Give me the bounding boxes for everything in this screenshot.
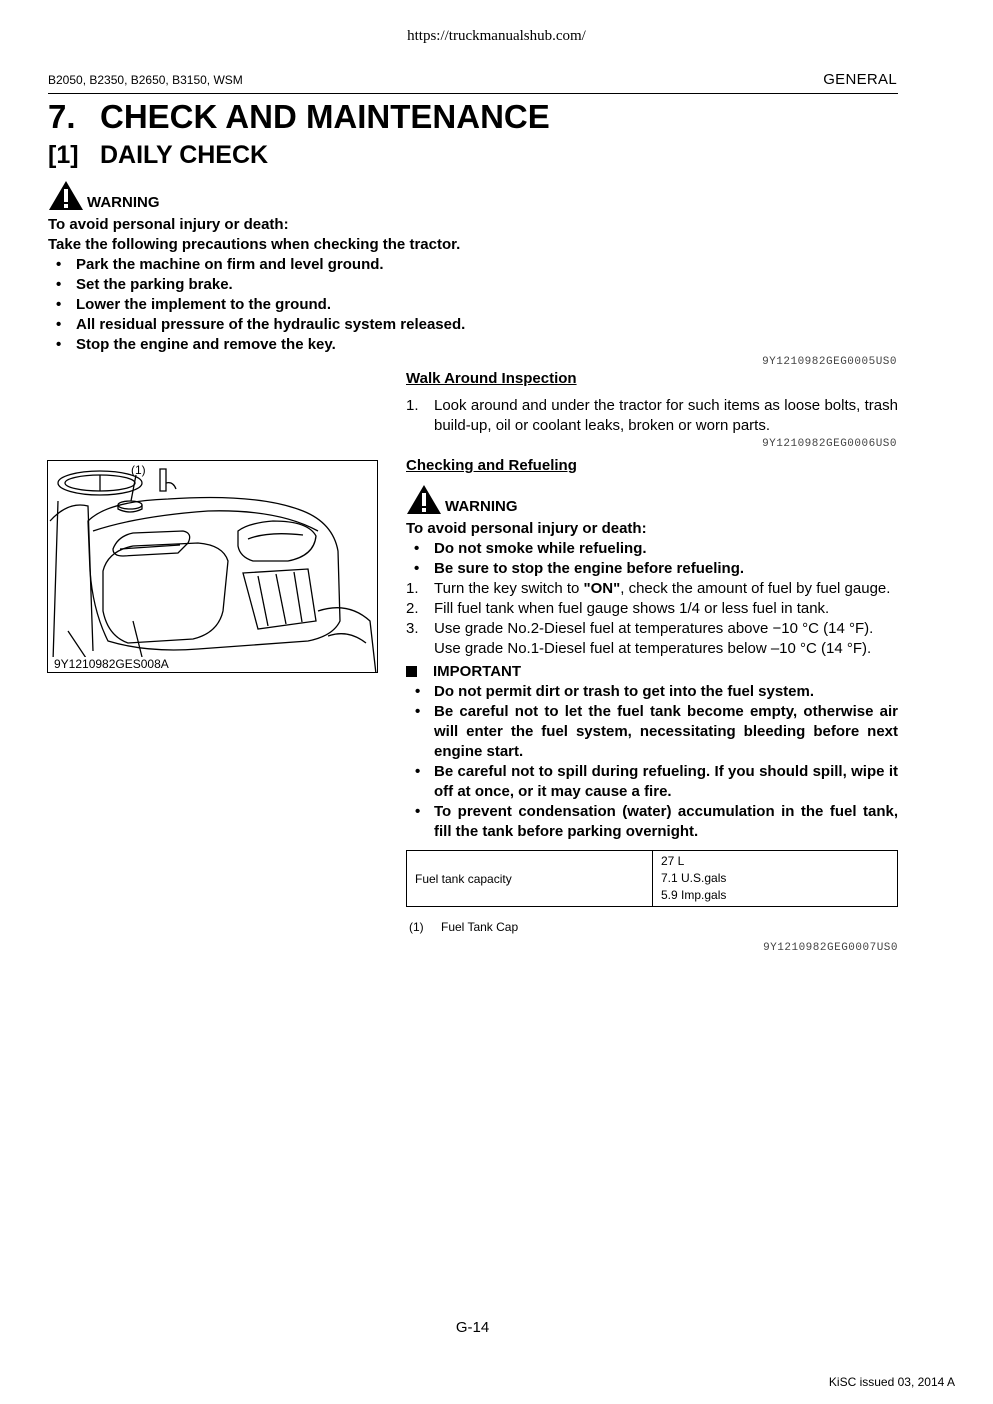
step-text: , check the amount of fuel by fuel gauge. bbox=[620, 580, 891, 597]
page-number: G-14 bbox=[455, 1319, 490, 1336]
document-code: 9Y1210982GEG0006US0 bbox=[762, 438, 897, 450]
chapter-heading bbox=[48, 98, 550, 136]
step-number: 3. bbox=[406, 620, 419, 637]
warning-bullet: • Park the machine on firm and level ground. bbox=[48, 255, 898, 275]
step-item bbox=[406, 599, 898, 619]
warning-bullet: • Lower the implement to the ground. bbox=[48, 295, 898, 315]
step-number: 2. bbox=[406, 600, 419, 617]
square-bullet-icon bbox=[406, 666, 417, 677]
warning-label: WARNING bbox=[445, 498, 518, 515]
document-code: 9Y1210982GEG0007US0 bbox=[763, 942, 898, 954]
header-rule bbox=[48, 93, 898, 94]
capacity-value: 7.1 U.S.gals bbox=[661, 871, 727, 885]
step-text: Fill fuel tank when fuel gauge shows 1/4 or less fuel in tank. bbox=[434, 600, 830, 617]
issue-info: KiSC issued 03, 2014 A bbox=[828, 1375, 955, 1389]
document-code: 9Y1210982GEG0005US0 bbox=[762, 356, 897, 368]
warning-line: Take the following precautions when checking the tractor. bbox=[48, 236, 461, 253]
warning-bullet: • Do not smoke while refueling. bbox=[406, 539, 898, 559]
step-text: Turn the key switch to bbox=[434, 580, 584, 597]
step-item bbox=[406, 619, 898, 659]
caption-text: Fuel Tank Cap bbox=[441, 920, 519, 934]
important-heading bbox=[406, 662, 898, 682]
item-number: 1. bbox=[406, 397, 419, 414]
warning-triangle-icon bbox=[48, 180, 84, 215]
warning-triangle-icon bbox=[406, 484, 442, 519]
figure-code: 9Y1210982GES008A bbox=[54, 657, 169, 671]
subchapter-heading bbox=[48, 141, 268, 170]
important-bullet: • Be careful not to let the fuel tank become empty, otherwise air will enter the fuel system, necessitating bleeding before next engine start. bbox=[406, 702, 898, 762]
chapter-number: 7. bbox=[48, 98, 76, 135]
warning-bullet: • Be sure to stop the engine before refueling. bbox=[406, 559, 898, 579]
step-text: Use grade No.1-Diesel fuel at temperatures below –10 °C (14 °F). bbox=[434, 640, 872, 657]
step-text-bold: "ON" bbox=[583, 580, 621, 597]
fuel-capacity-table bbox=[406, 850, 898, 907]
section-heading: Checking and Refueling bbox=[406, 457, 577, 474]
caption-number: (1) bbox=[409, 920, 424, 934]
item-text: Look around and under the tractor for such items as loose bolts, trash build-up, oil or coolant leaks, broken or worn parts. bbox=[434, 397, 898, 434]
list-item bbox=[406, 396, 898, 436]
important-label: IMPORTANT bbox=[433, 663, 522, 680]
step-number: 1. bbox=[406, 580, 419, 597]
warning-heading bbox=[48, 180, 898, 215]
tractor-hood-illustration bbox=[47, 460, 378, 673]
warning-bullet: • Stop the engine and remove the key. bbox=[48, 335, 898, 355]
walk-around-section bbox=[406, 370, 898, 436]
source-url: https://truckmanualshub.com/ bbox=[407, 28, 586, 44]
figure-caption bbox=[406, 920, 898, 934]
chapter-title: CHECK AND MAINTENANCE bbox=[100, 98, 550, 135]
warning-bullet: • Set the parking brake. bbox=[48, 275, 898, 295]
refueling-section bbox=[406, 457, 898, 954]
table-cell-label: Fuel tank capacity bbox=[407, 851, 653, 907]
important-bullet: • To prevent condensation (water) accumulation in the fuel tank, fill the tank before parking overnight. bbox=[406, 802, 898, 842]
capacity-value: 5.9 Imp.gals bbox=[661, 888, 727, 902]
warning-block-general bbox=[48, 180, 898, 355]
warning-heading bbox=[406, 484, 898, 519]
subchapter-number: [1] bbox=[48, 141, 79, 169]
section-heading: Walk Around Inspection bbox=[406, 370, 577, 387]
table-cell-values bbox=[653, 851, 898, 907]
header-section: GENERAL bbox=[823, 71, 897, 88]
header-models: B2050, B2350, B2650, B3150, WSM bbox=[48, 73, 243, 87]
important-bullet: • Do not permit dirt or trash to get into the fuel system. bbox=[406, 682, 898, 702]
warning-line: To avoid personal injury or death: bbox=[48, 216, 289, 233]
table-row bbox=[407, 851, 898, 907]
warning-bullet: • All residual pressure of the hydraulic system released. bbox=[48, 315, 898, 335]
figure-callout: (1) bbox=[131, 463, 146, 477]
step-text: Use grade No.2-Diesel fuel at temperatures above −10 °C (14 °F). bbox=[434, 620, 874, 637]
step-item bbox=[406, 579, 898, 599]
warning-label: WARNING bbox=[87, 194, 160, 211]
warning-line: To avoid personal injury or death: bbox=[406, 520, 647, 537]
capacity-value: 27 L bbox=[661, 854, 685, 868]
important-bullet: • Be careful not to spill during refueling. If you should spill, wipe it off at once, or it may cause a fire. bbox=[406, 762, 898, 802]
tractor-drawing bbox=[48, 461, 378, 673]
subchapter-title: DAILY CHECK bbox=[100, 141, 269, 169]
